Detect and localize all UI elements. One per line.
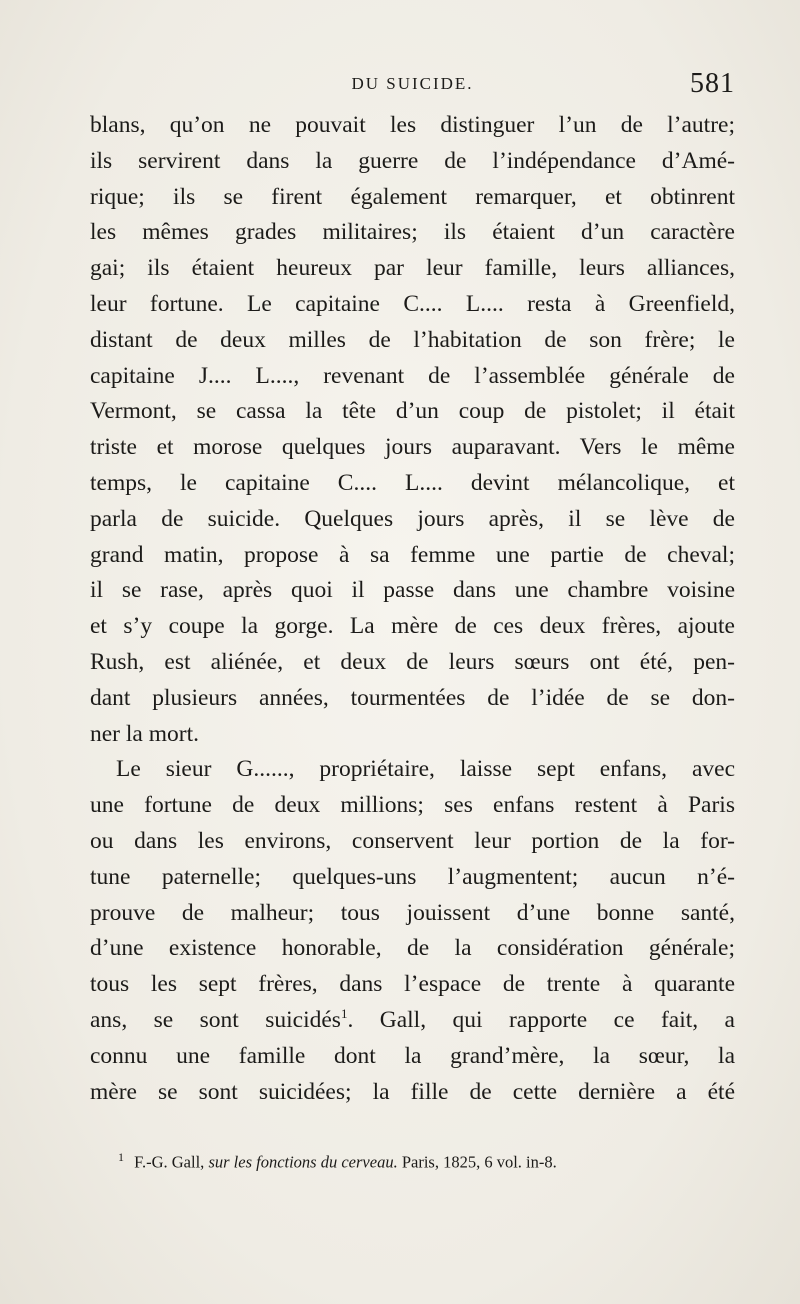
footnote-reference[interactable]: 1 (340, 1006, 348, 1022)
text-line: capitaine J.... L...., revenant de l’assemblée générale de (90, 362, 735, 389)
text-line: connu une famille dont la grand’mère, la sœur, la (90, 1042, 735, 1069)
text-line: ner la mort. (90, 720, 199, 747)
text-line: parla de suicide. Quelques jours après, il se lève de (90, 505, 735, 532)
text-line: blans, qu’on ne pouvait les distinguer l’un de l’autre; (90, 112, 735, 138)
page-number: 581 (690, 68, 735, 99)
text-line: il se rase, après quoi il passe dans une chambre voisine (90, 577, 735, 604)
text-line: Rush, est aliénée, et deux de leurs sœurs ont été, pen- (90, 648, 735, 675)
text-line: tune paternelle; quelques-uns l’augmentent; aucun n’é- (90, 863, 735, 890)
text-line: une fortune de deux millions; ses enfans restent à Paris (90, 792, 735, 819)
text-line: tous les sept frères, dans l’espace de trente à quarante (90, 971, 735, 998)
text-line: ou dans les environs, conservent leur portion de la for- (90, 827, 735, 854)
text-line: dant plusieurs années, tourmentées de l’idée de se don- (90, 684, 735, 711)
text-line: temps, le capitaine C.... L.... devint mélancolique, et (90, 469, 735, 496)
text-line: grand matin, propose à sa femme une partie de cheval; (90, 541, 735, 568)
text-line-with-note (90, 1003, 735, 1039)
text-line: les mêmes grades militaires; ils étaient d’un caractère (90, 219, 735, 246)
text-line: Vermont, se cassa la tête d’un coup de pistolet; il était (90, 398, 735, 425)
text-line: Le sieur G......, propriétaire, laisse sept enfans, avec (116, 756, 735, 783)
text-fragment: . Gall, qui rapporte ce fait, a (347, 1006, 735, 1033)
text-line: et s’y coupe la gorge. La mère de ces deux frères, ajoute (90, 613, 735, 640)
text-line: rique; ils se firent également remarquer, et obtinrent (90, 183, 735, 210)
text-line: mère se sont suicidées; la fille de cette dernière a été (90, 1078, 735, 1105)
footnote-mark: 1 (118, 1150, 124, 1164)
footnote-title: sur les fonctions du cerveau. (208, 1152, 398, 1172)
text-line: leur fortune. Le capitaine C.... L.... resta à Greenfield, (90, 290, 735, 317)
text-line: d’une existence honorable, de la considération générale; (90, 935, 735, 962)
footnote-details: Paris, 1825, 6 vol. in-8. (401, 1152, 557, 1172)
body-text (90, 108, 735, 1110)
footnote-author: F.-G. Gall, (134, 1152, 205, 1172)
text-fragment: ans, se sont suicidés (90, 1006, 341, 1033)
text-line: ils servirent dans la guerre de l’indépendance d’Amé- (90, 147, 735, 174)
page-header (90, 70, 735, 104)
text-line: triste et morose quelques jours auparavant. Vers le même (90, 434, 735, 461)
text-line: prouve de malheur; tous jouissent d’une bonne santé, (90, 899, 735, 926)
text-line: gai; ils étaient heureux par leur famille, leurs alliances, (90, 255, 735, 282)
footnote (118, 1150, 758, 1173)
text-line: distant de deux milles de l’habitation de son frère; le (90, 326, 735, 353)
running-head: DU SUICIDE. (351, 74, 474, 93)
